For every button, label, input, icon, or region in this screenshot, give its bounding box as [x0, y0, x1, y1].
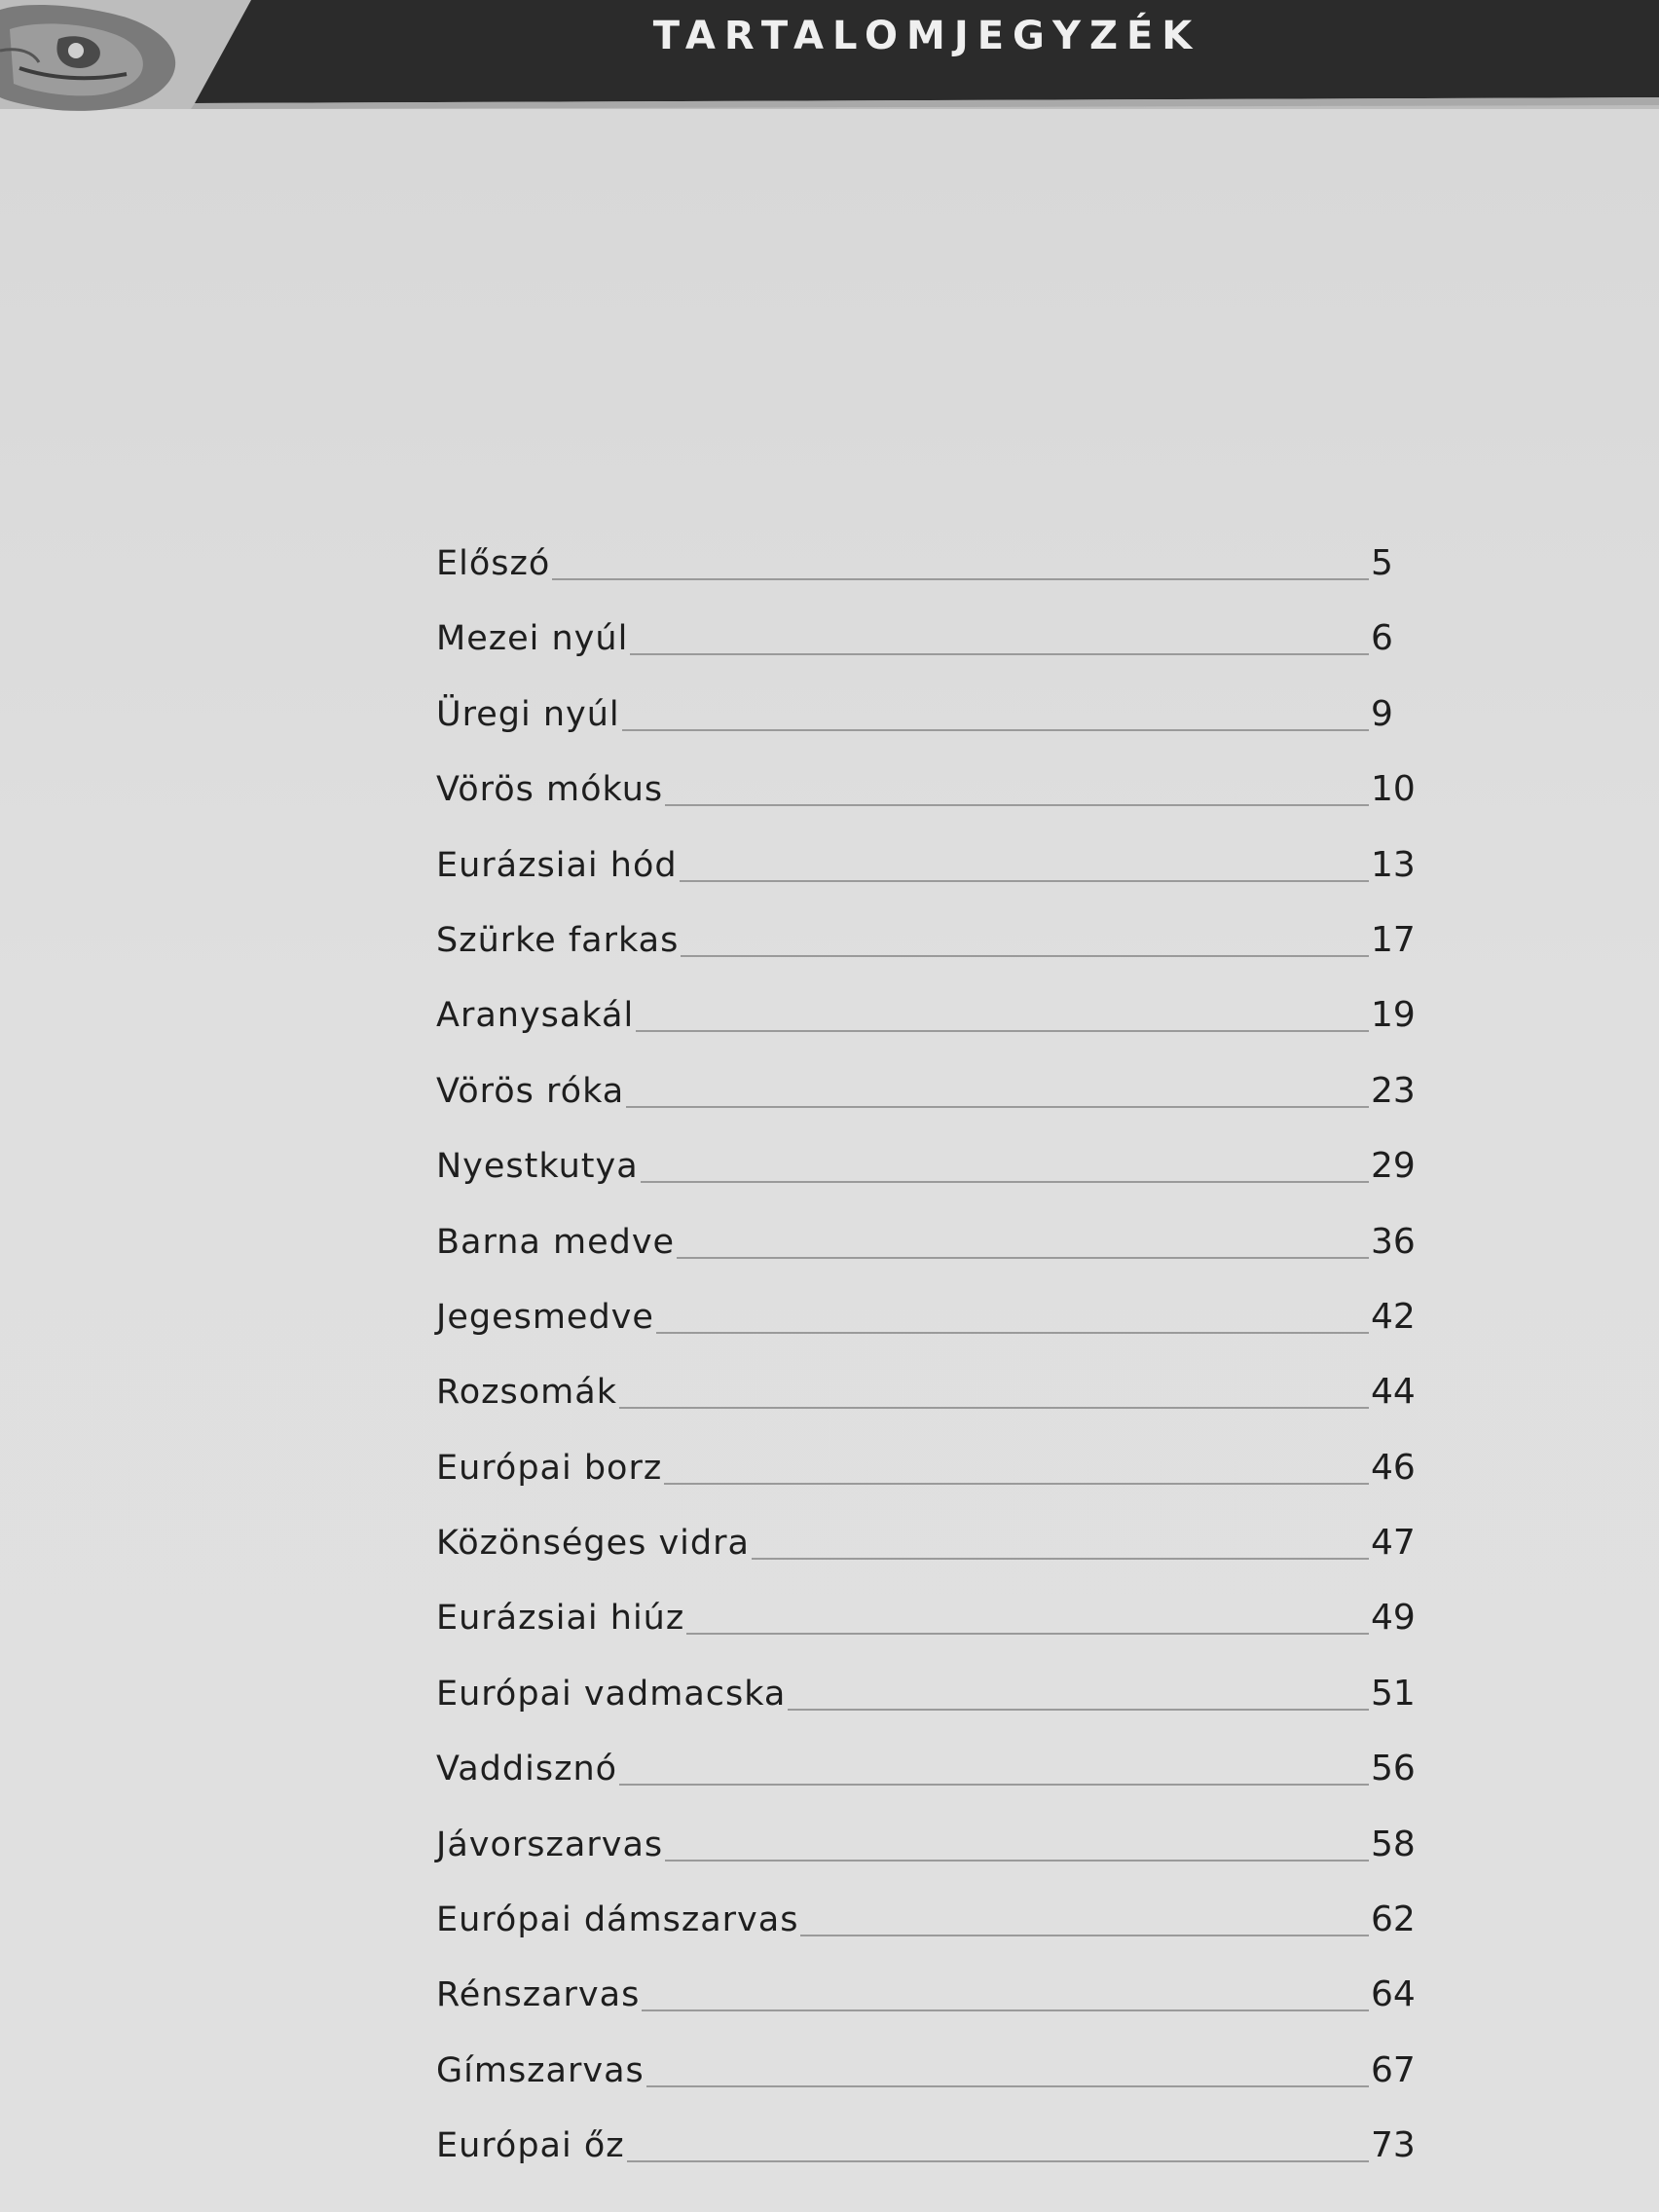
toc-leader-line: [680, 841, 1369, 882]
toc-entry: [436, 1368, 1429, 1443]
toc-entry-page-number: 46: [1371, 1447, 1416, 1488]
toc-entry-page-number: 13: [1371, 844, 1416, 885]
toc-entry-page-number: 44: [1371, 1372, 1416, 1413]
toc-entry-label: Vörös róka: [436, 1071, 625, 1111]
toc-entry-page-number: 67: [1371, 2049, 1416, 2090]
header-bar: [0, 0, 1659, 119]
toc-entry-label: Közönséges vidra: [436, 1524, 750, 1564]
toc-entry-label: Európai dámszarvas: [436, 1900, 799, 1940]
toc-entry-page-number: 23: [1371, 1070, 1416, 1111]
toc-entry-label: Vaddisznó: [436, 1750, 618, 1789]
toc-leader-line: [664, 1444, 1369, 1485]
toc-entry: [436, 1293, 1429, 1368]
toc-leader-line: [800, 1896, 1369, 1936]
toc-entry-page-number: 5: [1371, 543, 1393, 583]
table-of-contents: [436, 539, 1429, 2197]
toc-entry: [436, 1971, 1429, 2046]
toc-entry-label: Jávorszarvas: [436, 1825, 664, 1864]
toc-entry-label: Vörös mókus: [436, 770, 664, 810]
toc-leader-line: [636, 991, 1369, 1032]
toc-entry-page-number: 36: [1371, 1221, 1416, 1262]
toc-entry-page-number: 17: [1371, 919, 1416, 960]
toc-leader-line: [630, 614, 1369, 655]
toc-entry: [436, 690, 1429, 765]
toc-leader-line: [552, 539, 1369, 580]
toc-entry: [436, 1821, 1429, 1896]
toc-leader-line: [627, 2121, 1369, 2162]
toc-leader-line: [619, 1745, 1369, 1786]
toc-leader-line: [646, 2046, 1369, 2087]
toc-leader-line: [656, 1293, 1369, 1334]
toc-entry: [436, 916, 1429, 991]
toc-entry-label: Szürke farkas: [436, 920, 680, 960]
toc-entry: [436, 1444, 1429, 1519]
toc-entry: [436, 539, 1429, 614]
toc-entry-page-number: 6: [1371, 618, 1393, 659]
toc-entry-page-number: 9: [1371, 693, 1393, 734]
toc-entry: [436, 1745, 1429, 1820]
toc-leader-line: [788, 1670, 1369, 1711]
toc-entry: [436, 614, 1429, 689]
toc-entry-page-number: 49: [1371, 1598, 1416, 1639]
toc-entry-page-number: 73: [1371, 2125, 1416, 2166]
toc-entry-page-number: 19: [1371, 995, 1416, 1036]
toc-entry-page-number: 58: [1371, 1824, 1416, 1864]
toc-entry-label: Rénszarvas: [436, 1975, 641, 2015]
toc-entry: [436, 1067, 1429, 1142]
toc-entry-label: Jegesmedve: [436, 1297, 654, 1337]
toc-entry-label: Üregi nyúl: [436, 694, 620, 734]
toc-leader-line: [686, 1594, 1369, 1635]
toc-entry: [436, 765, 1429, 840]
toc-leader-line: [665, 765, 1369, 806]
toc-entry-label: Nyestkutya: [436, 1147, 639, 1187]
toc-leader-line: [641, 1142, 1369, 1183]
toc-entry-page-number: 51: [1371, 1673, 1416, 1714]
toc-entry: [436, 841, 1429, 916]
toc-entry: [436, 2046, 1429, 2121]
toc-entry: [436, 1519, 1429, 1594]
toc-entry-label: Mezei nyúl: [436, 619, 629, 659]
toc-entry: [436, 1896, 1429, 1971]
toc-entry-label: Barna medve: [436, 1222, 676, 1262]
toc-entry: [436, 1594, 1429, 1669]
toc-entry-page-number: 64: [1371, 1974, 1416, 2015]
toc-entry-label: Európai vadmacska: [436, 1674, 787, 1714]
toc-entry: [436, 1142, 1429, 1217]
toc-entry-label: Aranysakál: [436, 996, 635, 1036]
toc-leader-line: [665, 1821, 1369, 1862]
toc-entry-label: Rozsomák: [436, 1373, 617, 1413]
toc-leader-line: [626, 1067, 1369, 1108]
toc-entry-page-number: 56: [1371, 1749, 1416, 1789]
toc-entry-label: Európai borz: [436, 1448, 663, 1488]
toc-entry: [436, 991, 1429, 1066]
toc-leader-line: [622, 690, 1369, 731]
toc-leader-line: [619, 1368, 1369, 1409]
toc-entry-label: Előszó: [436, 544, 551, 583]
toc-leader-line: [752, 1519, 1369, 1560]
toc-entry-label: Eurázsiai hiúz: [436, 1599, 685, 1639]
toc-entry-label: Gímszarvas: [436, 2050, 645, 2090]
toc-entry-page-number: 42: [1371, 1296, 1416, 1337]
toc-entry: [436, 2121, 1429, 2196]
toc-entry-page-number: 47: [1371, 1523, 1416, 1564]
toc-leader-line: [677, 1218, 1369, 1259]
toc-entry-label: Európai őz: [436, 2126, 625, 2166]
toc-entry: [436, 1670, 1429, 1745]
toc-leader-line: [642, 1971, 1369, 2011]
toc-leader-line: [681, 916, 1369, 957]
toc-entry-label: Eurázsiai hód: [436, 845, 678, 885]
page-title: TARTALOMJEGYZÉK: [652, 14, 1201, 58]
toc-entry-page-number: 62: [1371, 1899, 1416, 1940]
toc-entry-page-number: 29: [1371, 1146, 1416, 1187]
toc-entry: [436, 1218, 1429, 1293]
toc-entry-page-number: 10: [1371, 769, 1416, 810]
